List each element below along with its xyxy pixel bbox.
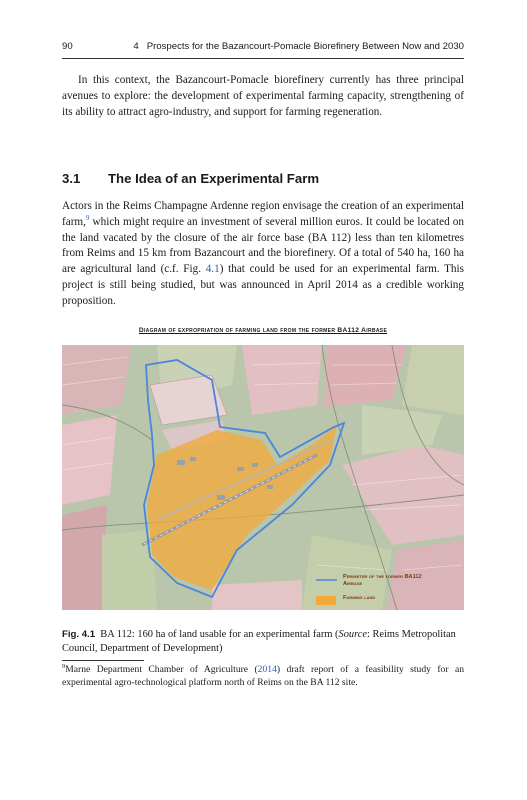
figure-caption: Fig. 4.1 BA 112: 160 ha of land usable for an experimental farm (Source: Reims Metropolitan Council, Department of Development): [62, 629, 456, 654]
header-rule: [62, 58, 464, 59]
map-image: [62, 345, 464, 610]
section-number: 3.1: [62, 171, 81, 186]
section-title: The Idea of an Experimental Farm: [108, 171, 320, 186]
running-head: [62, 41, 464, 57]
body-text-3: ) that could be used for an experimental farm. This project is still being studied, but was announced in April 2014 as a credible working proposition.: [62, 263, 464, 307]
legend-perimeter-label: Perimeter of the former BA112 Airbase: [343, 574, 422, 587]
airbase-map: [62, 345, 464, 610]
figure-ref-link[interactable]: 4.1: [205, 263, 220, 276]
legend-farming-label: Farming land: [343, 595, 376, 601]
footnote-ref-link[interactable]: 9: [85, 213, 90, 222]
caption-source: Source: [338, 629, 367, 640]
body-text-1: Actors in the Reims Champagne Ardenne region envisage the creation of an experimental farm,: [62, 200, 464, 228]
figure-title: Diagram of expropriation of farming land from the former BA112 Airbase: [138, 327, 388, 334]
footnote: $^9$Marne Department Chamber of Agriculture (2014) draft report of a feasibility study for an experimental agro-technological platform north of Reims on the BA 112 site.: [62, 663, 465, 688]
footnote-year-link[interactable]: 2014: [257, 664, 277, 675]
chapter-running-title: 4 Prospects for the Bazancourt-Pomacle Biorefinery Between Now and 2030: [133, 41, 464, 52]
footnote-rule: [62, 660, 144, 661]
body-paragraph: [62, 199, 464, 310]
intro-paragraph: In this context, the Bazancourt-Pomacle biorefinery currently has three principal avenues to explore: the development of experimental farming capacity, strengthening of its ability to attract agro-industry, and support for farming regeneration.: [62, 74, 464, 118]
footnote-number: 9: [62, 663, 66, 670]
page-number: 90: [62, 41, 73, 52]
figure-label: Fig. 4.1: [62, 629, 96, 640]
body-text-2: which might require an investment of several million euros. It could be located on the land vacated by the closure of the air force base (BA 112) less than ten kilometres from Reims and 15 km from Bazancourt and the biorefinery. Of a total of 540 ha, 160 ha are agricultural land (c.f. Fig.: [62, 215, 464, 276]
